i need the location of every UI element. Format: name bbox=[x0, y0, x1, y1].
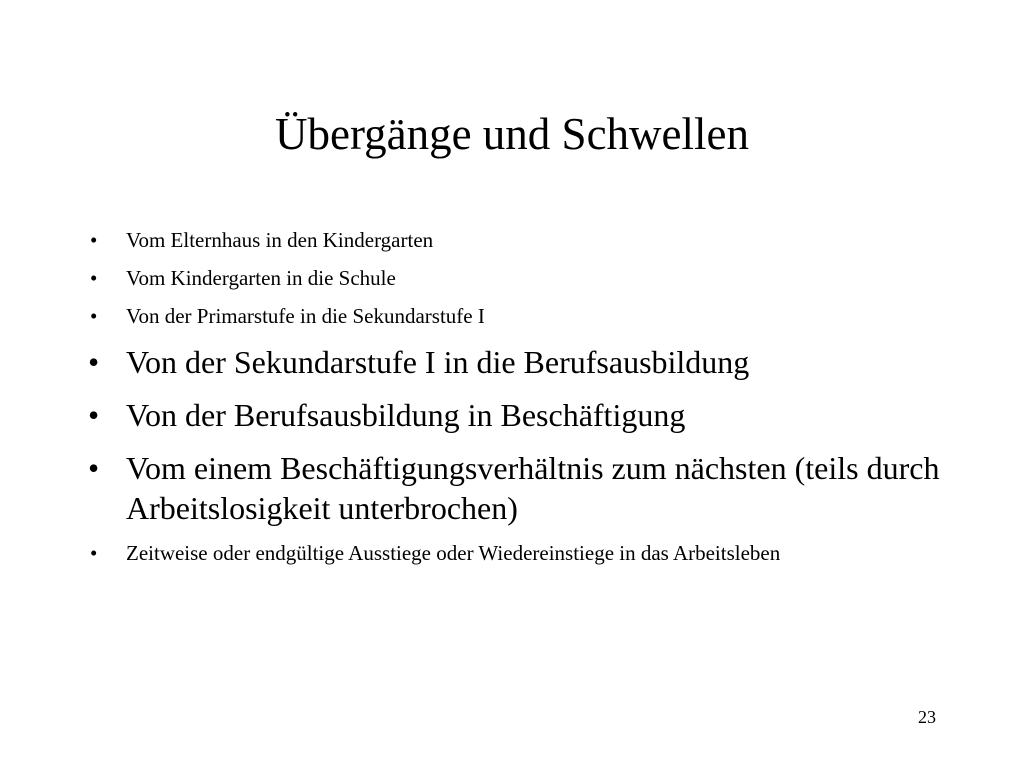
list-item bbox=[86, 228, 946, 253]
list-item bbox=[86, 541, 946, 566]
bullet-icon: • bbox=[90, 228, 98, 252]
list-item bbox=[86, 448, 946, 528]
list-item-text: Zeitweise oder endgültige Ausstiege oder Wiedereinstiege in das Arbeitsleben bbox=[126, 541, 781, 565]
bullet-list bbox=[86, 228, 946, 579]
list-item-text: Vom Kindergarten in die Schule bbox=[126, 266, 396, 290]
page-number: 23 bbox=[918, 707, 936, 727]
list-item bbox=[86, 266, 946, 291]
list-item-text: Vom Elternhaus in den Kindergarten bbox=[126, 228, 434, 252]
list-item-text: Von der Primarstufe in die Sekundarstufe I bbox=[126, 304, 485, 328]
bullet-icon: • bbox=[88, 450, 100, 486]
list-item-text: Von der Sekundarstufe I in die Berufsausbildung bbox=[126, 344, 750, 380]
list-item bbox=[86, 342, 946, 382]
list-item bbox=[86, 395, 946, 435]
bullet-icon: • bbox=[90, 541, 98, 565]
bullet-icon: • bbox=[88, 344, 100, 380]
slide-title: Übergänge und Schwellen bbox=[274, 109, 750, 159]
bullet-icon: • bbox=[90, 304, 98, 328]
list-item-text: Vom einem Beschäftigungsverhältnis zum nächsten (teils durch Arbeitslosigkeit unterbrochen) bbox=[126, 450, 940, 526]
list-item bbox=[86, 304, 946, 329]
list-item-text: Von der Berufsausbildung in Beschäftigung bbox=[126, 397, 686, 433]
bullet-icon: • bbox=[90, 266, 98, 290]
bullet-icon: • bbox=[88, 397, 100, 433]
